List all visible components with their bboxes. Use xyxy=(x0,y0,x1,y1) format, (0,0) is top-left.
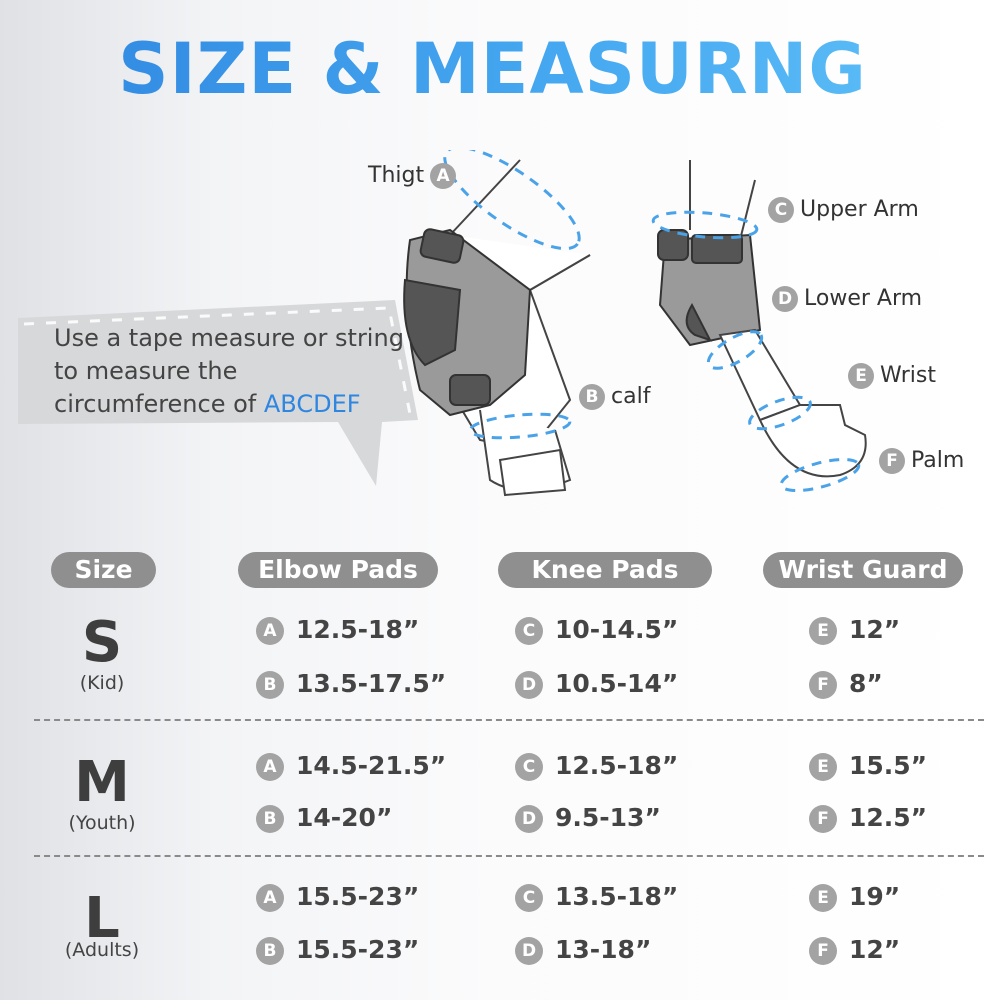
letter-e-icon: E xyxy=(809,753,837,781)
table-cell: C 13.5-18” xyxy=(515,882,678,912)
header-size: Size xyxy=(51,552,156,588)
letter-a-icon: A xyxy=(256,884,284,912)
label-a-thigh: Thigt A xyxy=(368,163,462,189)
table-cell: E 12” xyxy=(809,615,900,645)
size-m-label: M xyxy=(74,750,130,815)
table-cell: D 9.5-13” xyxy=(515,803,661,833)
table-cell: B 13.5-17.5” xyxy=(256,669,446,699)
table-cell: D 10.5-14” xyxy=(515,669,678,699)
letter-a-icon: A xyxy=(256,617,284,645)
size-l-sub: (Adults) xyxy=(64,939,140,961)
letter-b-icon: B xyxy=(256,805,284,833)
table-cell: B 15.5-23” xyxy=(256,935,419,965)
header-wrist-guard: Wrist Guard xyxy=(763,552,963,588)
letter-f-icon: F xyxy=(809,805,837,833)
letter-e-icon: E xyxy=(809,617,837,645)
letter-d-icon: D xyxy=(515,805,543,833)
letter-d-icon: D xyxy=(515,937,543,965)
table-cell: E 19” xyxy=(809,882,900,912)
label-e-wrist: E Wrist xyxy=(842,363,936,389)
label-f-palm: F Palm xyxy=(873,448,964,474)
label-d-lower-arm: D Lower Arm xyxy=(766,286,922,312)
table-cell: A 12.5-18” xyxy=(256,615,419,645)
letter-b-icon: B xyxy=(579,384,605,410)
letter-c-icon: C xyxy=(515,617,543,645)
letter-d-icon: D xyxy=(515,671,543,699)
letter-a-icon: A xyxy=(430,163,456,189)
table-cell: C 10-14.5” xyxy=(515,615,678,645)
knee-pad-illustration xyxy=(380,150,620,510)
letter-d-icon: D xyxy=(772,286,798,312)
callout-highlight: ABCDEF xyxy=(263,390,361,418)
label-c-upper-arm: C Upper Arm xyxy=(762,197,919,223)
size-m-sub: (Youth) xyxy=(68,812,136,834)
header-elbow-pads: Elbow Pads xyxy=(238,552,438,588)
row-divider xyxy=(34,855,984,857)
table-cell: A 14.5-21.5” xyxy=(256,751,446,781)
letter-c-icon: C xyxy=(515,884,543,912)
table-cell: A 15.5-23” xyxy=(256,882,419,912)
letter-b-icon: B xyxy=(256,671,284,699)
size-s-label: S xyxy=(81,610,123,675)
table-cell: F 8” xyxy=(809,669,883,699)
letter-a-icon: A xyxy=(256,753,284,781)
size-s-sub: (Kid) xyxy=(79,672,125,694)
table-cell: F 12” xyxy=(809,935,900,965)
label-b-calf: B calf xyxy=(573,384,650,410)
header-knee-pads: Knee Pads xyxy=(498,552,712,588)
letter-c-icon: C xyxy=(768,197,794,223)
letter-e-icon: E xyxy=(809,884,837,912)
letter-f-icon: F xyxy=(809,671,837,699)
letter-e-icon: E xyxy=(848,363,874,389)
table-cell: B 14-20” xyxy=(256,803,392,833)
size-l-label: L xyxy=(84,886,120,951)
page-title: SIZE & MEASURNG xyxy=(0,28,985,110)
row-divider xyxy=(34,719,984,721)
table-cell: D 13-18” xyxy=(515,935,651,965)
table-cell: C 12.5-18” xyxy=(515,751,678,781)
table-cell: E 15.5” xyxy=(809,751,927,781)
callout-text: Use a tape measure or string to measure the circumference of ABCDEF xyxy=(54,324,404,418)
letter-b-icon: B xyxy=(256,937,284,965)
letter-f-icon: F xyxy=(809,937,837,965)
table-cell: F 12.5” xyxy=(809,803,927,833)
letter-c-icon: C xyxy=(515,753,543,781)
letter-f-icon: F xyxy=(879,448,905,474)
